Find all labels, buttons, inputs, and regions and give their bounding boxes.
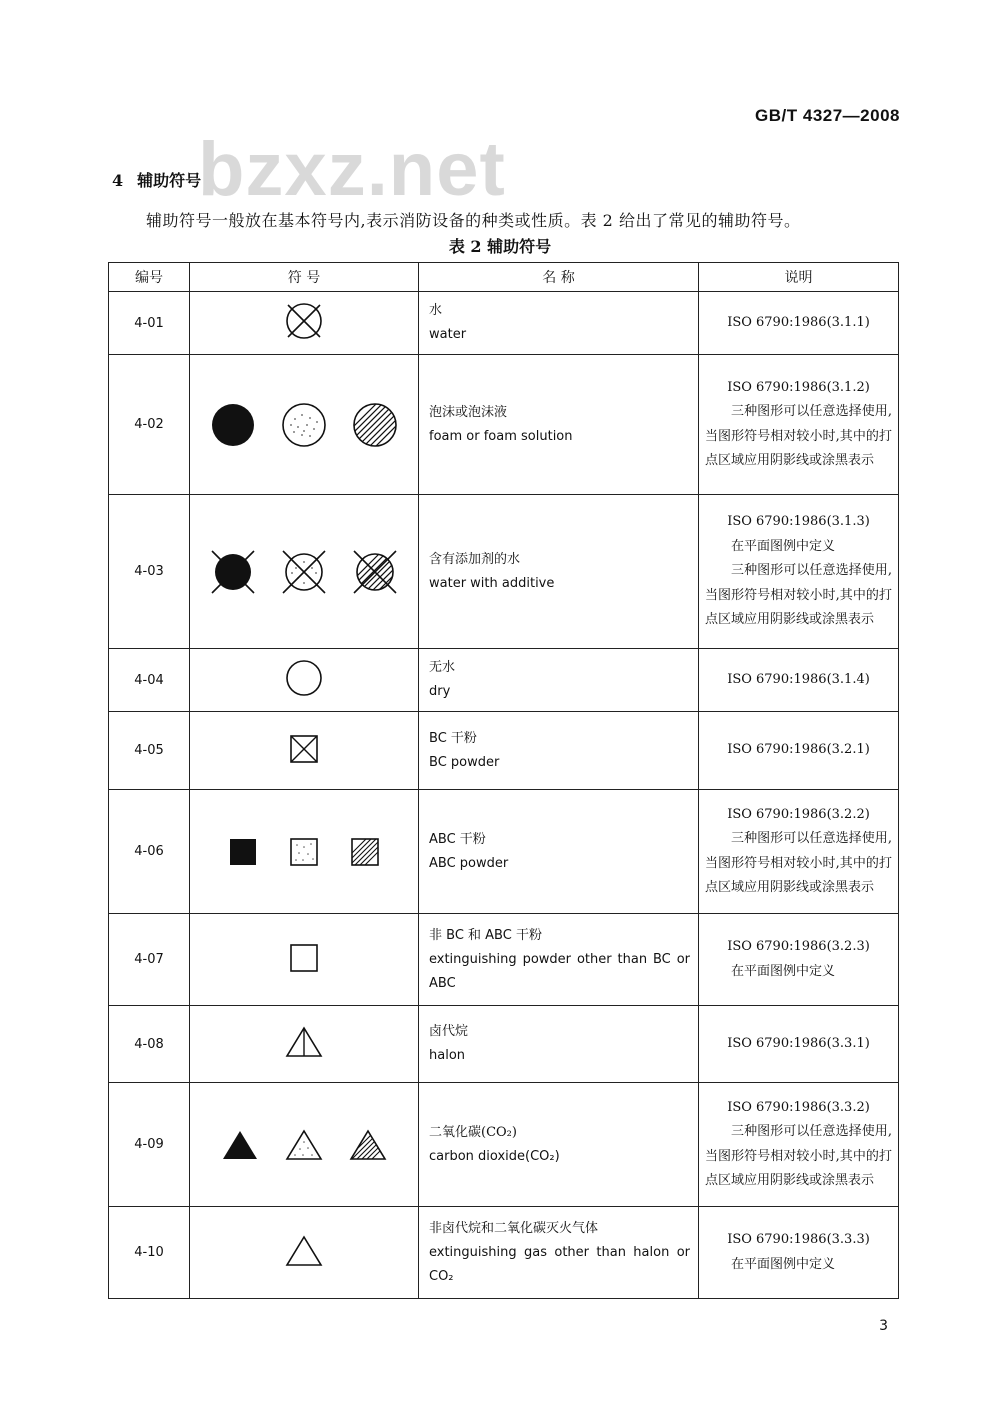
hatched-circle-icon bbox=[351, 401, 399, 449]
circle-x-icon bbox=[284, 301, 324, 341]
name-cn: 非 BC 和 ABC 干粉 bbox=[429, 927, 542, 943]
row-code: 4-05 bbox=[109, 712, 190, 790]
name-cn: 无水 bbox=[429, 660, 456, 675]
row-name bbox=[419, 1207, 699, 1299]
table-row bbox=[109, 649, 899, 712]
row-symbols bbox=[190, 649, 419, 712]
name-en: BC powder bbox=[429, 754, 500, 770]
row-code: 4-03 bbox=[109, 495, 190, 649]
row-note bbox=[699, 292, 899, 355]
row-name bbox=[419, 790, 699, 914]
row-note bbox=[699, 1006, 899, 1083]
name-cn: 非卤代烷和二氧化碳灭火气体 bbox=[429, 1220, 599, 1236]
row-note bbox=[699, 914, 899, 1006]
row-note bbox=[699, 649, 899, 712]
dotted-square-icon bbox=[288, 836, 320, 868]
symbol-table bbox=[108, 262, 899, 1299]
row-name bbox=[419, 914, 699, 1006]
row-symbols bbox=[190, 790, 419, 914]
name-cn: 泡沫或泡沫液 bbox=[429, 404, 508, 420]
row-code: 4-07 bbox=[109, 914, 190, 1006]
table-row bbox=[109, 712, 899, 790]
table-caption: 表 2 辅助符号 bbox=[448, 237, 552, 256]
name-en: ABC powder bbox=[429, 855, 509, 871]
row-symbols bbox=[190, 712, 419, 790]
table-row bbox=[109, 1207, 899, 1299]
name-en: carbon dioxide(CO₂) bbox=[429, 1148, 560, 1164]
table-row bbox=[109, 1006, 899, 1083]
hatched-square-icon bbox=[349, 836, 381, 868]
note-ref: ISO 6790:1986(3.1.1) bbox=[727, 314, 870, 330]
dotted-circle-x-icon bbox=[280, 548, 328, 596]
header-name: 名 称 bbox=[419, 263, 699, 292]
note-ref: ISO 6790:1986(3.3.3) bbox=[727, 1232, 870, 1247]
note-ref: ISO 6790:1986(3.2.3) bbox=[727, 939, 870, 954]
header-note: 说明 bbox=[699, 263, 899, 292]
row-code: 4-06 bbox=[109, 790, 190, 914]
dotted-circle-icon bbox=[280, 401, 328, 449]
watermark: bzxz.net bbox=[198, 127, 506, 212]
empty-triangle-icon bbox=[284, 1234, 324, 1268]
row-note bbox=[699, 712, 899, 790]
header-symbol: 符 号 bbox=[190, 263, 419, 292]
note-legend: 在平面图例中定义 bbox=[731, 1256, 836, 1272]
row-code: 4-01 bbox=[109, 292, 190, 355]
note-desc: 三种图形可以任意选择使用,当图形符号相对较小时,其中的打点区域应用阴影线或涂黑表示 bbox=[705, 563, 892, 628]
table-row bbox=[109, 355, 899, 495]
note-ref: ISO 6790:1986(3.1.3) bbox=[727, 514, 870, 530]
name-cn: 卤代烷 bbox=[429, 1024, 469, 1039]
section-number: 4 bbox=[112, 171, 124, 190]
note-ref: ISO 6790:1986(3.1.2) bbox=[727, 379, 870, 395]
filled-circle-x-icon bbox=[209, 548, 257, 596]
row-symbols bbox=[190, 495, 419, 649]
row-symbols bbox=[190, 355, 419, 495]
row-note bbox=[699, 1083, 899, 1207]
note-ref: ISO 6790:1986(3.2.2) bbox=[727, 806, 870, 822]
row-name bbox=[419, 712, 699, 790]
row-name bbox=[419, 1006, 699, 1083]
table-row bbox=[109, 292, 899, 355]
hatched-triangle-icon bbox=[348, 1128, 388, 1162]
hatched-circle-x-icon bbox=[351, 548, 399, 596]
row-symbols bbox=[190, 1207, 419, 1299]
table-header-row bbox=[109, 263, 899, 292]
row-note bbox=[699, 790, 899, 914]
empty-square-icon bbox=[288, 942, 320, 974]
note-ref: ISO 6790:1986(3.3.2) bbox=[727, 1099, 870, 1115]
section-title: 辅助符号 bbox=[137, 171, 202, 190]
row-code: 4-10 bbox=[109, 1207, 190, 1299]
triangle-split-icon bbox=[284, 1025, 324, 1059]
row-code: 4-08 bbox=[109, 1006, 190, 1083]
name-en: water bbox=[429, 327, 467, 342]
row-code: 4-09 bbox=[109, 1083, 190, 1207]
dotted-triangle-icon bbox=[284, 1128, 324, 1162]
square-x-icon bbox=[288, 733, 320, 765]
row-code: 4-02 bbox=[109, 355, 190, 495]
table-row bbox=[109, 495, 899, 649]
row-note bbox=[699, 495, 899, 649]
page-number: 3 bbox=[879, 1318, 888, 1334]
name-en: halon bbox=[429, 1048, 466, 1063]
row-name bbox=[419, 355, 699, 495]
row-note bbox=[699, 355, 899, 495]
standard-code: GB/T 4327—2008 bbox=[755, 106, 900, 125]
row-symbols bbox=[190, 1083, 419, 1207]
intro-paragraph: 辅助符号一般放在基本符号内,表示消防设备的种类或性质。表 2 给出了常见的辅助符号。 bbox=[146, 211, 801, 230]
name-en: extinguishing gas other than halon or CO₂ bbox=[429, 1244, 690, 1284]
name-en: extinguishing powder other than BC or ABC bbox=[429, 951, 690, 991]
name-cn: ABC 干粉 bbox=[429, 831, 486, 847]
row-name bbox=[419, 292, 699, 355]
row-symbols bbox=[190, 914, 419, 1006]
row-name bbox=[419, 495, 699, 649]
filled-triangle-icon bbox=[220, 1128, 260, 1162]
note-ref: ISO 6790:1986(3.3.1) bbox=[727, 1035, 870, 1051]
name-cn: 二氧化碳(CO₂) bbox=[429, 1124, 517, 1140]
name-en: dry bbox=[429, 684, 451, 699]
name-cn: BC 干粉 bbox=[429, 730, 477, 746]
row-symbols bbox=[190, 292, 419, 355]
row-note bbox=[699, 1207, 899, 1299]
row-name bbox=[419, 649, 699, 712]
note-legend: 在平面图例中定义 bbox=[731, 963, 836, 979]
note-desc: 三种图形可以任意选择使用,当图形符号相对较小时,其中的打点区域应用阴影线或涂黑表示 bbox=[705, 1124, 892, 1188]
section-heading bbox=[112, 168, 201, 191]
name-en: water with additive bbox=[429, 575, 555, 591]
name-en: foam or foam solution bbox=[429, 428, 573, 444]
note-desc: 三种图形可以任意选择使用,当图形符号相对较小时,其中的打点区域应用阴影线或涂黑表示 bbox=[705, 831, 892, 895]
empty-circle-icon bbox=[284, 658, 324, 698]
row-symbols bbox=[190, 1006, 419, 1083]
table-row bbox=[109, 790, 899, 914]
table-row bbox=[109, 1083, 899, 1207]
row-code: 4-04 bbox=[109, 649, 190, 712]
note-ref: ISO 6790:1986(3.1.4) bbox=[727, 671, 870, 687]
header-code: 编号 bbox=[109, 263, 190, 292]
filled-circle-icon bbox=[209, 401, 257, 449]
note-desc: 三种图形可以任意选择使用,当图形符号相对较小时,其中的打点区域应用阴影线或涂黑表示 bbox=[705, 404, 892, 468]
note-ref: ISO 6790:1986(3.2.1) bbox=[727, 742, 870, 758]
name-cn: 含有添加剂的水 bbox=[429, 551, 521, 567]
note-legend: 在平面图例中定义 bbox=[731, 538, 836, 554]
table-row bbox=[109, 914, 899, 1006]
row-name bbox=[419, 1083, 699, 1207]
filled-square-icon bbox=[227, 836, 259, 868]
name-cn: 水 bbox=[429, 303, 443, 318]
